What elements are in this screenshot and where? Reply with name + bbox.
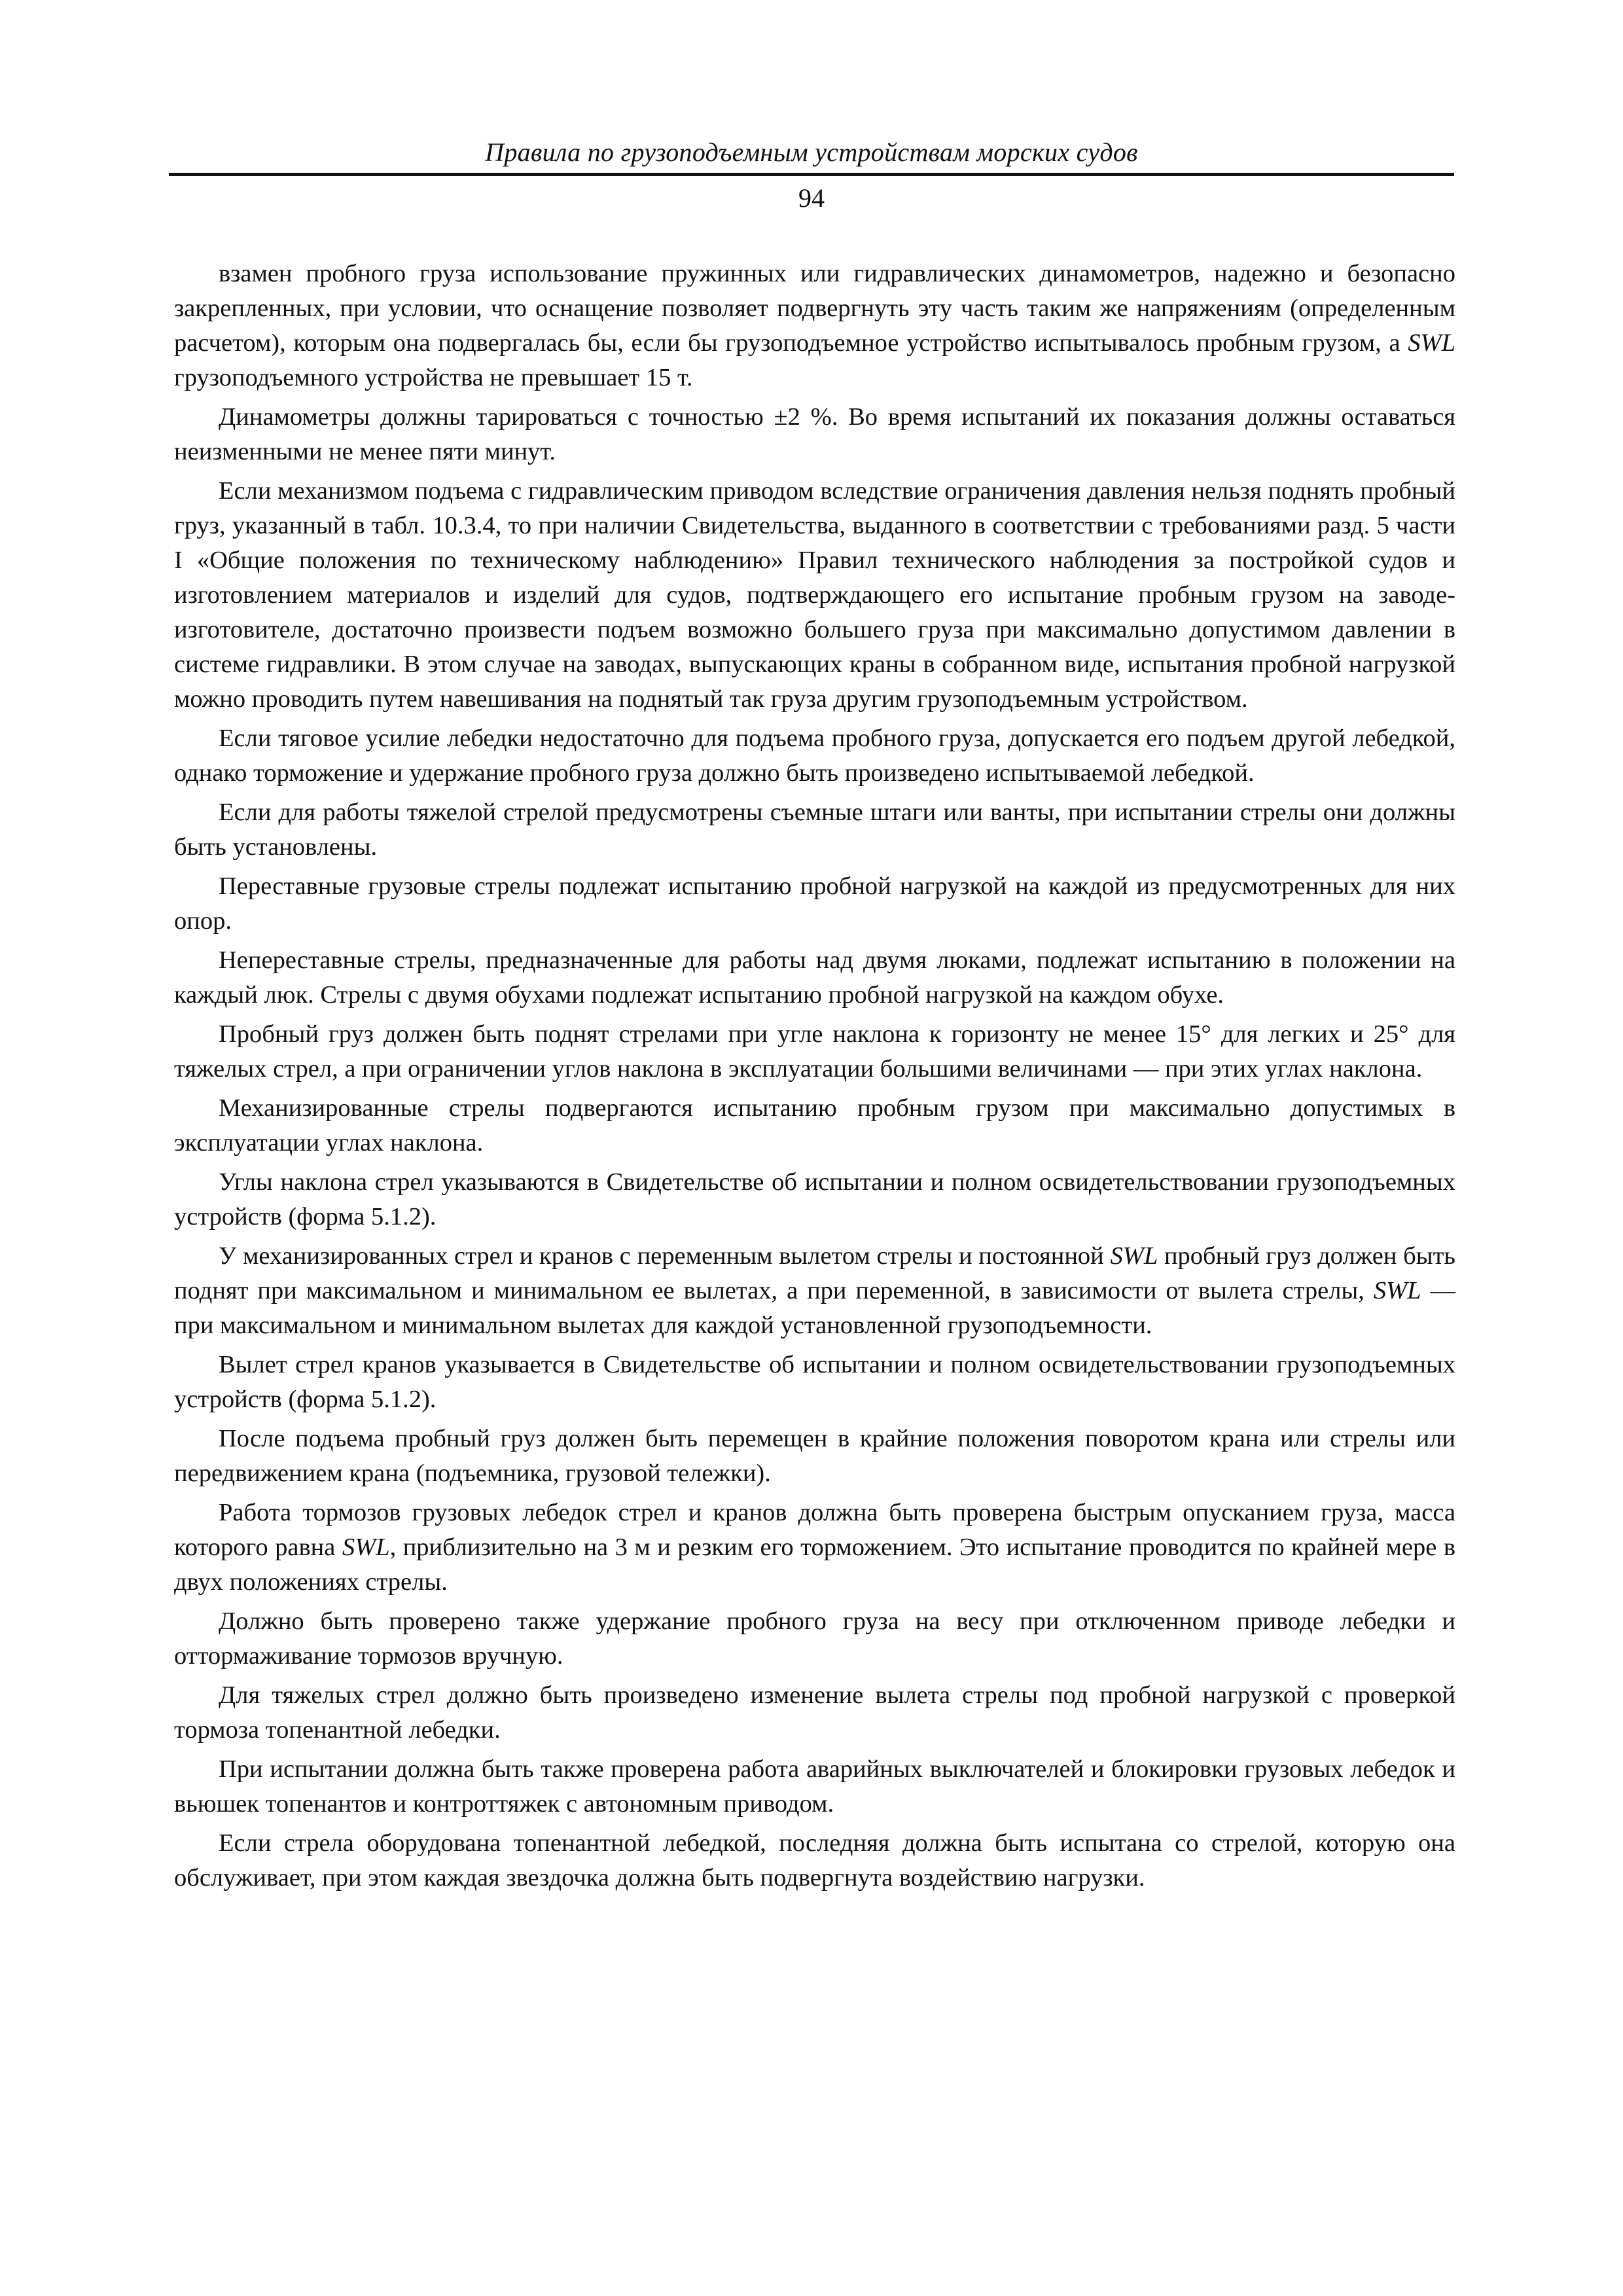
paragraph bbox=[174, 1678, 1455, 1748]
paragraph-text: Динамометры должны тарироваться с точностью ±2 %. Во время испытаний их показания должны оставаться неизменными не менее пяти минут. bbox=[174, 403, 1455, 465]
paragraph bbox=[174, 474, 1455, 717]
paragraph bbox=[174, 1165, 1455, 1234]
paragraph bbox=[174, 257, 1455, 395]
page-header bbox=[169, 136, 1454, 215]
paragraph-text: Должно быть проверено также удержание пробного груза на весу при отключенном приводе лебедки и оттормаживание тормозов вручную. bbox=[174, 1607, 1455, 1670]
paragraph-text: Углы наклона стрел указываются в Свидетельстве об испытании и полном освидетельствовании грузоподъемных устройств (форма 5.1.2). bbox=[174, 1168, 1455, 1230]
paragraph bbox=[174, 1752, 1455, 1821]
paragraph-text: Механизированные стрелы подвергаются испытанию пробным грузом при максимально допустимых в эксплуатации углах наклона. bbox=[174, 1094, 1455, 1157]
paragraph bbox=[174, 400, 1455, 469]
paragraph-text: Переставные грузовые стрелы подлежат испытанию пробной нагрузкой на каждой из предусмотренных для них опор. bbox=[174, 872, 1455, 935]
header-rule bbox=[169, 173, 1454, 176]
swl-term: SWL bbox=[1110, 1242, 1158, 1270]
paragraph-text: У механизированных стрел и кранов с переменным вылетом стрелы и постоянной bbox=[219, 1242, 1111, 1270]
paragraph-text: После подъема пробный груз должен быть перемещен в крайние положения поворотом крана или стрелы или передвижением крана (подъемника, грузовой тележки). bbox=[174, 1425, 1455, 1487]
paragraph bbox=[174, 869, 1455, 939]
running-title: Правила по грузоподъемным устройствам морских судов bbox=[485, 137, 1138, 167]
paragraph bbox=[174, 1239, 1455, 1343]
paragraph bbox=[174, 1422, 1455, 1491]
page-number: 94 bbox=[798, 183, 825, 213]
paragraph bbox=[174, 1496, 1455, 1600]
paragraph-text: взамен пробного груза использование пружинных или гидравлических динамометров, надежно и безопасно закрепленных, при условии, что оснащение позволяет подвергнуть эту часть таким же напряжениям (определенным расчетом), которым она подвергалась бы, если бы грузоподъемное устройство испытывалось пробным грузом, а bbox=[174, 260, 1455, 357]
paragraph bbox=[174, 943, 1455, 1013]
body-text bbox=[174, 257, 1455, 1900]
paragraph-text: грузоподъемного устройства не превышает 15 т. bbox=[174, 364, 693, 391]
paragraph-text: Если стрела оборудована топенантной лебедкой, последняя должна быть испытана со стрелой, которую она обслуживает, при этом каждая звездочка должна быть подвергнута воздействию нагрузки. bbox=[174, 1829, 1455, 1892]
paragraph bbox=[174, 1604, 1455, 1674]
paragraph bbox=[174, 721, 1455, 791]
paragraph bbox=[174, 1017, 1455, 1086]
paragraph-text: Для тяжелых стрел должно быть произведено изменение вылета стрелы под пробной нагрузкой с проверкой тормоза топенантной лебедки. bbox=[174, 1681, 1455, 1744]
paragraph bbox=[174, 1091, 1455, 1160]
paragraph bbox=[174, 795, 1455, 865]
paragraph-text: Если для работы тяжелой стрелой предусмотрены съемные штаги или ванты, при испытании стрелы они должны быть установлены. bbox=[174, 798, 1455, 861]
paragraph-text: — при максимальном и минимальном вылетах для каждой установленной грузоподъемности. bbox=[174, 1277, 1455, 1339]
paragraph-text: Вылет стрел кранов указывается в Свидетельстве об испытании и полном освидетельствовании грузоподъемных устройств (форма 5.1.2). bbox=[174, 1351, 1455, 1413]
paragraph-text: Непереставные стрелы, предназначенные для работы над двумя люками, подлежат испытанию в положении на каждый люк. Стрелы с двумя обухами подлежат испытанию пробной нагрузкой на каждом обухе. bbox=[174, 946, 1455, 1009]
paragraph-text: При испытании должна быть также проверена работа аварийных выключателей и блокировки грузовых лебедок и вьюшек топенантов и контроттяжек с автономным приводом. bbox=[174, 1755, 1455, 1818]
paragraph bbox=[174, 1348, 1455, 1417]
paragraph-text: Если тяговое усилие лебедки недостаточно для подъема пробного груза, допускается его подъем другой лебедкой, однако торможение и удержание пробного груза должно быть произведено испытываемой лебедкой. bbox=[174, 725, 1455, 787]
swl-term: SWL bbox=[1408, 329, 1455, 357]
paragraph-text: Пробный груз должен быть поднят стрелами при угле наклона к горизонту не менее 15° для легких и 25° для тяжелых стрел, а при ограничении углов наклона в эксплуатации большими величинами — при этих углах наклона. bbox=[174, 1020, 1455, 1083]
paragraph bbox=[174, 1826, 1455, 1895]
swl-term: SWL bbox=[1373, 1277, 1421, 1304]
swl-term: SWL bbox=[342, 1534, 390, 1561]
paragraph-text: пробный груз должен быть поднят при максимальном и минимальном ее вылетах, а при переменной, в зависимости от вылета стрелы, bbox=[174, 1242, 1455, 1304]
paragraph-text: Работа тормозов грузовых лебедок стрел и кранов должна быть проверена быстрым опусканием груза, масса которого равна bbox=[174, 1499, 1455, 1561]
paragraph-text: Если механизмом подъема с гидравлическим приводом вследствие ограничения давления нельзя поднять пробный груз, указанный в табл. 10.3.4, то при наличии Свидетельства, выданного в соответствии с требованиями разд. 5 части I «Общие положения по техническому наблюдению» Правил технического наблюдения за постройкой судов и изготовлением материалов и изделий для судов, подтверждающего его испытание пробным грузом на заводе-изготовителе, достаточно произвести подъем возможно большего груза при максимально допустимом давлении в системе гидравлики. В этом случае на заводах, выпускающих краны в собранном виде, испытания пробной нагрузкой можно проводить путем навешивания на поднятый так груза другим грузоподъемным устройством. bbox=[174, 477, 1455, 713]
paragraph-text: , приблизительно на 3 м и резким его торможением. Это испытание проводится по крайней мере в двух положениях стрелы. bbox=[174, 1534, 1455, 1596]
